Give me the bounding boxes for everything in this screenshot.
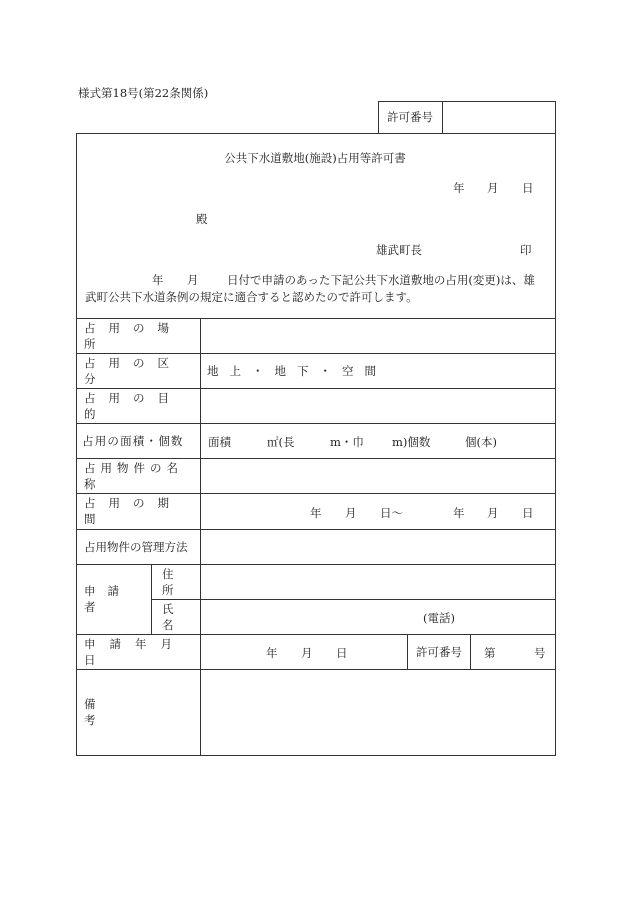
object-name-label: 占用物件の名称 (84, 460, 183, 491)
purpose-label: 占用の目的 (84, 390, 182, 421)
name-label: 氏名 (162, 601, 182, 632)
body-year: 年 (152, 273, 164, 287)
phone-label: (電話) (423, 611, 455, 625)
option-char: ・ (319, 363, 331, 378)
area-text: 面積 (208, 435, 231, 449)
address-label: 住所 (162, 566, 182, 597)
option-char: 地 (207, 363, 219, 378)
permit-number-label: 許可番号 (387, 110, 433, 124)
permit-no-suffix: 号 (534, 646, 546, 660)
purpose-field[interactable] (201, 388, 555, 423)
object-name-field[interactable] (201, 458, 555, 493)
name-field[interactable] (201, 599, 555, 634)
body-line2-text: 武町公共下水道条例の規定に適合すると認めたので許可します。 (85, 290, 418, 304)
period-start-day: 日～ (380, 506, 403, 520)
application-day: 日 (336, 646, 348, 660)
option-char: 間 (364, 363, 376, 378)
option-char: 下 (297, 363, 309, 378)
body-month: 月 (187, 273, 199, 287)
addressee-suffix: 殿 (196, 212, 208, 226)
issue-date-day: 日 (522, 181, 534, 195)
location-field[interactable] (201, 318, 555, 353)
option-char: ・ (252, 363, 264, 378)
application-month: 月 (301, 646, 313, 660)
application-year: 年 (266, 646, 278, 660)
option-char: 空 (342, 363, 354, 378)
area-unit-m2: ㎡(長 (267, 435, 295, 449)
issue-date-year: 年 (453, 181, 465, 195)
area-unit-count: m)個数 (392, 435, 431, 449)
period-end-year: 年 (453, 506, 465, 520)
remarks-label: 備考 (84, 697, 170, 727)
application-date-label: 申請年月日 (84, 636, 186, 667)
issuer-name: 雄武町長 (376, 243, 422, 257)
applicant-label: 申請者 (84, 584, 131, 614)
remarks-field[interactable] (201, 669, 555, 755)
management-field[interactable] (201, 529, 555, 564)
address-field[interactable] (201, 564, 555, 599)
document-title: 公共下水道敷地(施設)占用等許可書 (224, 151, 406, 165)
area-label: 占用の面積・個数 (82, 433, 184, 448)
option-char: 地 (274, 363, 286, 378)
period-label: 占用の期間 (84, 496, 182, 526)
period-start-year: 年 (310, 506, 322, 520)
location-label: 占用の場所 (84, 320, 182, 351)
area-unit-pieces: 個(本) (465, 435, 497, 449)
issue-date-month: 月 (487, 181, 499, 195)
period-end-day: 日 (522, 506, 534, 520)
option-char: 上 (229, 363, 241, 378)
classification-label: 占用の区分 (84, 355, 182, 386)
area-unit-width: m・巾 (330, 435, 364, 449)
management-label: 占用物件の管理方法 (84, 539, 188, 554)
seal-mark: 印 (520, 243, 532, 257)
permit-no-prefix: 第 (484, 646, 496, 660)
permit-number-label-2: 許可番号 (416, 644, 462, 659)
form-number: 様式第18号(第22条関係) (78, 86, 209, 100)
period-end-month: 月 (487, 506, 499, 520)
classification-options[interactable] (207, 353, 387, 388)
permit-number-field[interactable] (443, 101, 555, 133)
body-line1-text: 日付で申請のあった下記公共下水道敷地の占用(変更)は、雄 (227, 273, 535, 287)
period-start-month: 月 (345, 506, 357, 520)
